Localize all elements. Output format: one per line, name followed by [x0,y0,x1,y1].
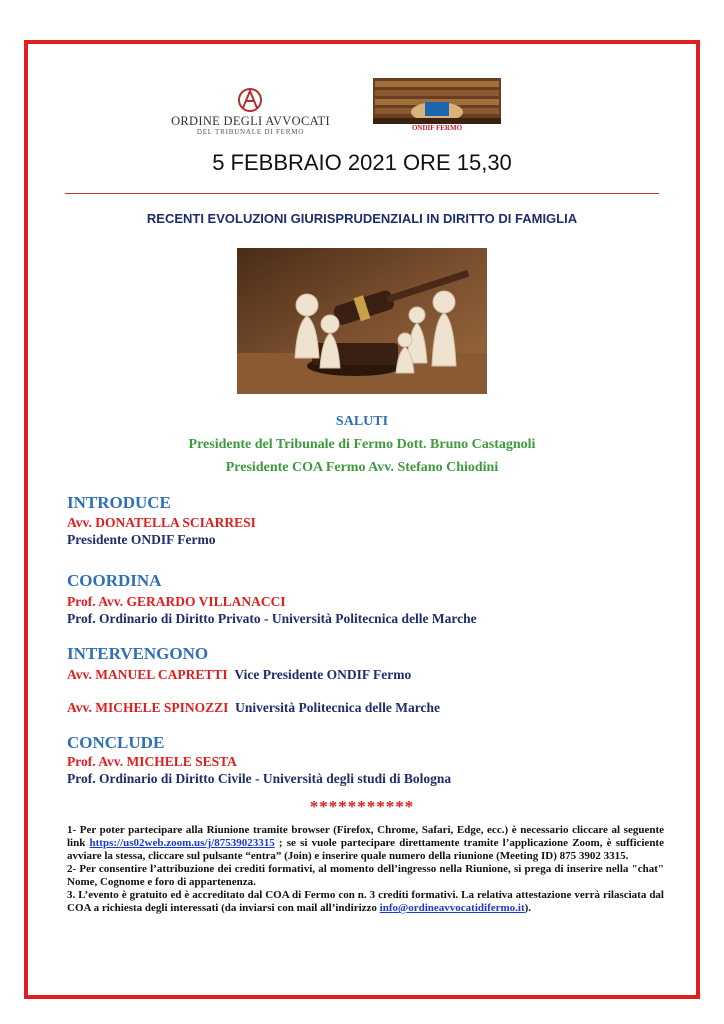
note-1 [67,824,664,863]
saluti-line-1: Presidente del Tribunale di Fermo Dott. Bruno Castagnoli [188,437,536,452]
note-3 [67,889,664,915]
conclude-name: Prof. Avv. MICHELE SESTA [67,754,237,769]
conclude-heading: CONCLUDE [67,733,165,752]
ordine-avvocati-logo [163,86,338,136]
conclude-role: Prof. Ordinario di Diritto Civile - Università degli studi di Bologna [67,771,452,786]
event-date: 5 FEBBRAIO 2021 ORE 15,30 [212,150,512,175]
introduce-heading: INTRODUCE [67,493,171,512]
ondif-label: ONDIF FERMO [411,124,463,132]
intervengono-heading: INTERVENGONO [67,644,209,663]
speaker-1-name: Avv. MANUEL CAPRETTI [67,667,228,682]
coordina-name: Prof. Avv. GERARDO VILLANACCI [67,594,286,609]
ondif-logo [373,78,501,134]
note-2: 2- Per consentire l’attribuzione dei crediti formativi, al momento dell’ingresso nella Riunione, si prega di inserire nella "chat" Nome, Cognome e foro di appartenenza. [67,863,664,888]
coordina-role: Prof. Ordinario di Diritto Privato - Università Politecnica delle Marche [67,611,477,626]
ondif-library-image [373,78,501,124]
participation-notes [67,824,664,915]
speaker-2-role: Università Politecnica delle Marche [235,700,440,715]
zoom-link[interactable]: https://us02web.zoom.us/j/87539023315 [89,837,275,849]
note-1-text-a: 1- Per poter partecipare alla Riunione tramite browser (Firefox, Chrome, Safari, Edge, ecc.) è necessario cliccare al seguente link [67,824,664,849]
saluti-heading: SALUTI [335,414,389,429]
introduce-role: Presidente ONDIF Fermo [67,532,216,547]
ordine-emblem-icon [163,86,338,116]
saluti-line-2: Presidente COA Fermo Avv. Stefano Chiodini [225,460,499,475]
speaker-1 [67,667,411,683]
introduce-name: Avv. DONATELLA SCIARRESI [67,515,256,530]
email-link[interactable]: info@ordineavvocatidifermo.it [379,902,525,914]
speaker-1-role: Vice Presidente ONDIF Fermo [234,667,412,682]
gavel-family-photo [237,248,487,394]
gavel-pawns-image [237,248,487,394]
note-1-text-b: ; se si vuole partecipare direttamente tramite l’applicazione Zoom, è sufficiente avviare la stessa, cliccare sul pulsante “entra” (Join) e inserire quale numero della riunione (Meeting ID) 875 3902 3315. [67,837,664,862]
ordine-sub: DEL TRIBUNALE DI FERMO [196,128,305,136]
speaker-2 [67,700,440,716]
ordine-name: ORDINE DEGLI AVVOCATI [171,114,330,128]
title-divider [65,193,659,194]
speaker-2-name: Avv. MICHELE SPINOZZI [67,700,229,715]
coordina-heading: COORDINA [67,571,162,590]
event-title: RECENTI EVOLUZIONI GIURISPRUDENZIALI IN DIRITTO DI FAMIGLIA [146,211,578,226]
note-3-text-a: 3. L’evento è gratuito ed è accreditato dal COA di Fermo con n. 3 crediti formativi. La relativa attestazione verrà rilasciata dal COA a richiesta degli interessati (da inviarsi con mail all’indirizzo [67,889,664,914]
note-3-text-b: ). [524,902,532,914]
separator-stars: *********** [309,797,415,816]
